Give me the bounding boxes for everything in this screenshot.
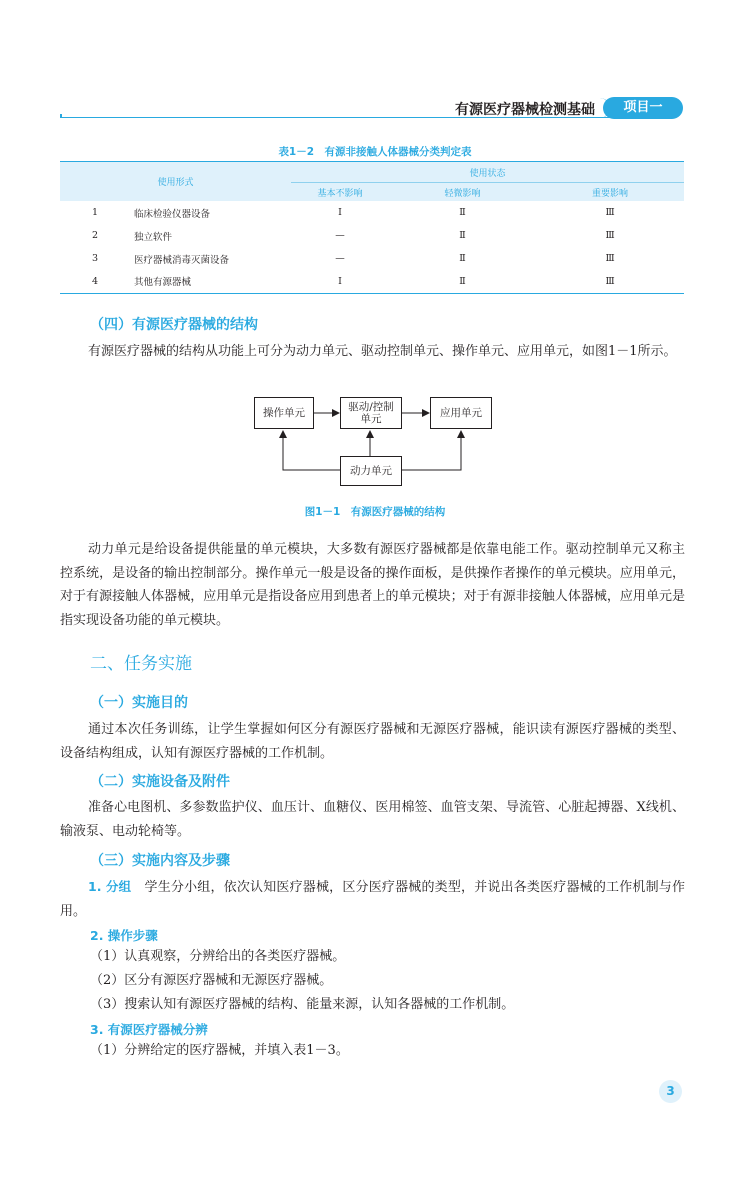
row-number: 4 [91, 275, 99, 287]
row-number: 2 [91, 230, 99, 241]
section-heading-structure: （四）有源医疗器械的结构 [90, 317, 258, 333]
row-name: 医疗器械消毒灭菌设备 [134, 254, 230, 266]
row-number: 1 [91, 207, 99, 218]
cell-major: Ⅲ [605, 230, 615, 241]
table-caption: 表1－2 有源非接触人体器械分类判定表 [278, 146, 472, 158]
figure-caption: 图1－1 有源医疗器械的结构 [304, 506, 446, 518]
row-name: 其他有源器械 [134, 277, 192, 289]
goal-paragraph-text: 通过本次任务训练，让学生掌握如何区分有源医疗器械和无源医疗器械，能识读有源医疗器械的类型、设备结构组成，认知有源医疗器械的工作机制。 [60, 722, 685, 761]
equipment-paragraph-text: 准备心电图机、多参数监护仪、血压计、血糖仪、医用棉签、血管支架、导流管、心脏起搏器、X线机、输液泵、电动轮椅等。 [60, 800, 685, 839]
goal-paragraph [60, 718, 685, 765]
header-project-tab: 项目一 [603, 97, 683, 119]
cell-basic: — [335, 230, 345, 241]
diagram-power-unit: 动力单元 [340, 456, 402, 486]
cell-slight: Ⅱ [459, 230, 466, 241]
cell-slight: Ⅱ [459, 207, 466, 218]
step3-item: （1）分辨给定的医疗器械，并填入表1－3。 [90, 1043, 349, 1058]
diagram-drive-control-unit [340, 397, 402, 429]
cell-major: Ⅲ [605, 253, 615, 264]
cell-basic: Ⅰ [338, 207, 342, 218]
table-header-usage-state: 使用状态 [291, 162, 684, 183]
step1-paragraph [60, 875, 685, 923]
task-heading: 二、任务实施 [90, 654, 192, 674]
diagram-application-unit: 应用单元 [430, 397, 492, 429]
step2-item: （1）认真观察，分辨给出的各类医疗器械。 [90, 949, 346, 964]
diagram-drive-line1: 驱动/控制 [348, 401, 394, 413]
arrow-power-to-op [283, 431, 340, 470]
row-name: 独立软件 [134, 231, 173, 243]
step1-label: 1. 分组 [88, 879, 132, 894]
cell-slight: Ⅱ [459, 253, 466, 264]
diagram-drive-line2: 单元 [360, 413, 382, 425]
row-name: 临床检验仪器设备 [134, 208, 211, 220]
equipment-heading: （二）实施设备及附件 [90, 774, 230, 790]
table-subheader: 基本不影响 [291, 183, 389, 202]
step2-item: （2）区分有源医疗器械和无源医疗器械。 [90, 973, 333, 988]
steps-heading: （三）实施内容及步骤 [90, 853, 230, 869]
table-subheader: 重要影响 [536, 183, 684, 202]
cell-major: Ⅲ [605, 275, 615, 287]
step1-text: 学生分小组，依次认知医疗器械，区分医疗器械的类型，并说出各类医疗器械的工作机制与作用。 [60, 880, 685, 919]
cell-major: Ⅲ [605, 207, 615, 218]
cell-basic: Ⅰ [338, 275, 342, 287]
step2-item: （3）搜索认知有源医疗器械的结构、能量来源，认知各器械的工作机制。 [90, 997, 515, 1012]
diagram-operation-unit: 操作单元 [254, 397, 314, 429]
units-paragraph-text: 动力单元是给设备提供能量的单元模块，大多数有源医疗器械都是依靠电能工作。驱动控制单元又称主控系统，是设备的输出控制部分。操作单元一般是设备的操作面板，是供操作者操作的单元模块。应用单元，对于有源接触人体器械，应用单元是指设备应用到患者上的单元模块；对于有源非接触人体器械，应用单元是指实现设备功能的单元模块。 [60, 542, 685, 628]
table-subheader: 轻微影响 [389, 183, 536, 202]
step2-label: 2. 操作步骤 [90, 928, 158, 943]
goal-heading: （一）实施目的 [90, 695, 188, 711]
cell-basic: — [335, 253, 345, 264]
table-header-usage-form: 使用形式 [60, 162, 291, 202]
arrow-power-to-app [400, 431, 461, 470]
header-book-title: 有源医疗器械检测基础 [455, 102, 595, 118]
structure-paragraph-text: 有源医疗器械的结构从功能上可分为动力单元、驱动控制单元、操作单元、应用单元，如图1－1所示。 [88, 344, 677, 359]
step3-label: 3. 有源医疗器械分辨 [90, 1022, 208, 1037]
page-number: 3 [659, 1080, 682, 1103]
row-number: 3 [91, 253, 99, 264]
diagram-connectors [0, 0, 750, 520]
units-paragraph [60, 538, 685, 632]
equipment-paragraph [60, 796, 685, 843]
cell-slight: Ⅱ [459, 275, 466, 287]
